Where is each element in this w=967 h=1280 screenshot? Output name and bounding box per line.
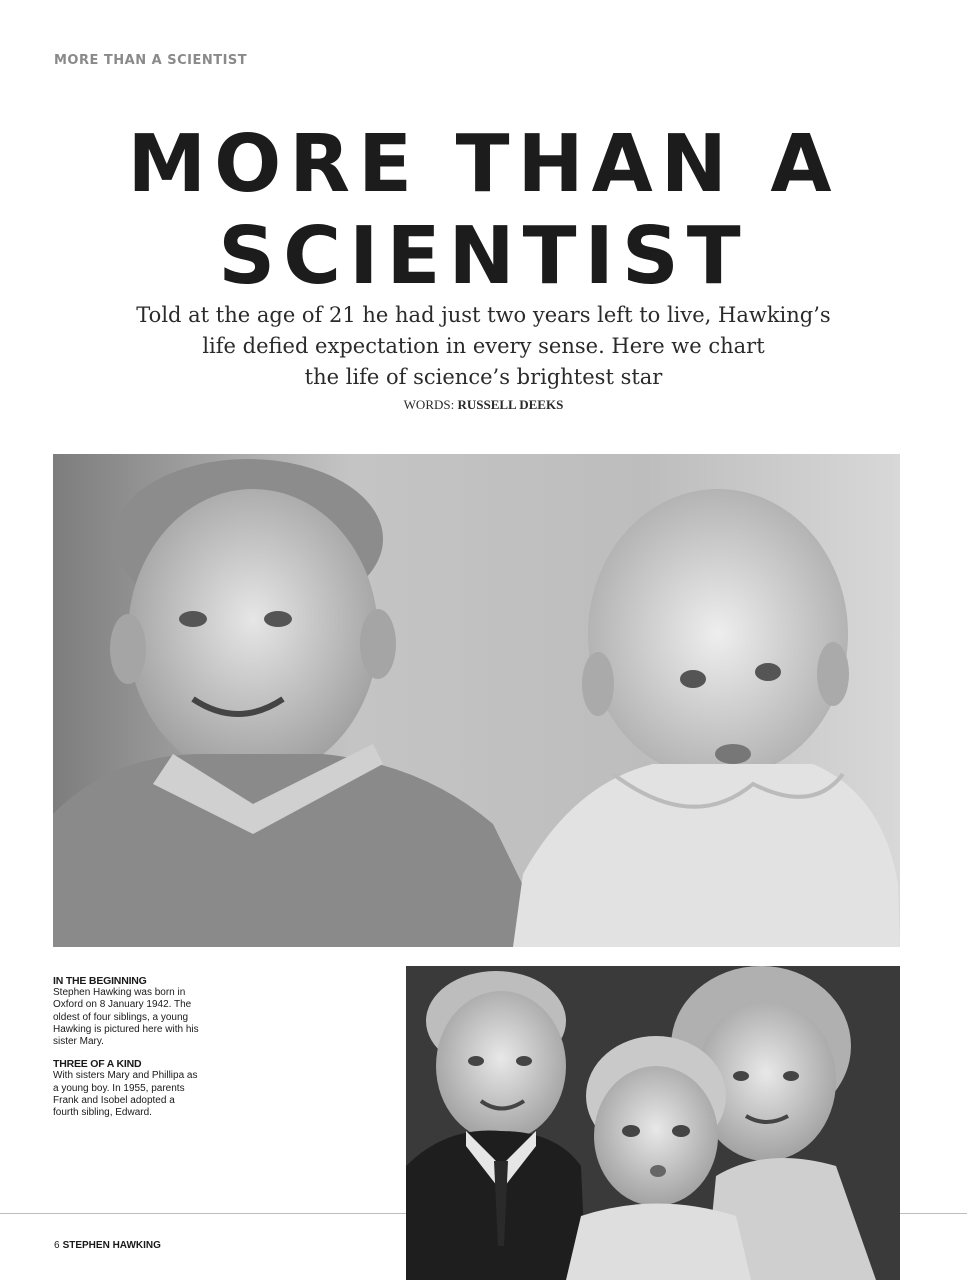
- caption-body-1: Stephen Hawking was born in Oxford on 8 January 1942. The oldest of four siblings, a young Hawking is pictured here with his sister Mary.: [53, 987, 199, 1048]
- standfirst-line-2: life defied expectation in every sense. Here we chart: [202, 334, 765, 358]
- caption-title-2: THREE OF A KIND: [53, 1058, 142, 1071]
- publication-name: STEPHEN HAWKING: [62, 1240, 161, 1251]
- headline-line-2: SCIENTIST: [218, 210, 749, 302]
- captions: [53, 975, 203, 1130]
- byline: [0, 397, 967, 413]
- footer-rule-right: [900, 1213, 967, 1214]
- headline-line-1: MORE THAN A: [127, 118, 840, 210]
- headline: [0, 118, 967, 302]
- second-photo-illustration: [406, 966, 900, 1280]
- caption-title-1: IN THE BEGINNING: [53, 975, 147, 987]
- caption-body-2: With sisters Mary and Phillipa as a young boy. In 1955, parents Frank and Isobel adopted a fourth sibling, Edward.: [53, 1070, 198, 1119]
- second-photo: [406, 966, 900, 1280]
- standfirst-line-1: Told at the age of 21 he had just two years left to live, Hawking’s: [136, 303, 831, 327]
- footer-rule: [0, 1213, 406, 1214]
- standfirst: [120, 300, 847, 393]
- standfirst-line-3: the life of science’s brightest star: [304, 365, 663, 389]
- footer: [54, 1240, 161, 1251]
- byline-label: WORDS:: [403, 397, 455, 412]
- section-label: MORE THAN A SCIENTIST: [54, 53, 248, 68]
- main-photo-illustration: [53, 454, 900, 947]
- byline-author: RUSSELL DEEKS: [457, 397, 564, 412]
- main-photo: [53, 454, 900, 947]
- page-number: 6: [54, 1240, 60, 1251]
